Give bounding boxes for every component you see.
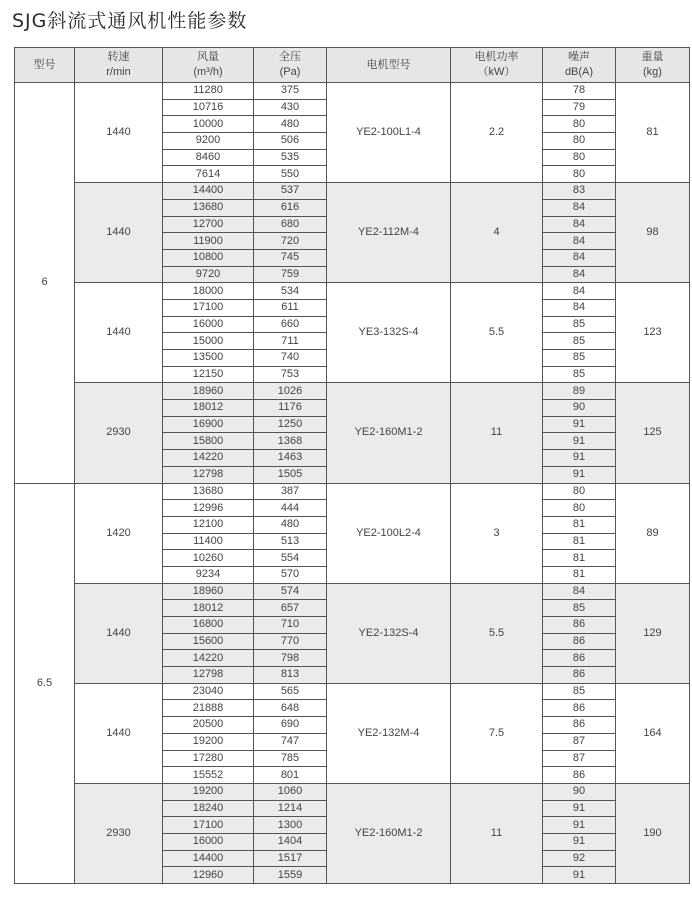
speed-cell: 2930 — [75, 383, 163, 483]
power-cell: 11 — [451, 783, 543, 883]
weight-cell: 125 — [616, 383, 690, 483]
flow-cell: 9200 — [163, 133, 254, 150]
power-cell: 4 — [451, 183, 543, 283]
noise-cell: 91 — [543, 433, 616, 450]
table-row — [15, 183, 690, 200]
pressure-cell: 1026 — [254, 383, 327, 400]
flow-cell: 12798 — [163, 466, 254, 483]
pressure-cell: 785 — [254, 750, 327, 767]
pressure-cell: 554 — [254, 550, 327, 567]
motor-cell: YE2-160M1-2 — [327, 383, 451, 483]
noise-cell: 81 — [543, 516, 616, 533]
pressure-cell: 1559 — [254, 867, 327, 884]
pressure-cell: 680 — [254, 216, 327, 233]
header-row — [15, 48, 690, 83]
model-cell: 6 — [15, 83, 75, 484]
speed-cell: 2930 — [75, 783, 163, 883]
noise-cell: 86 — [543, 767, 616, 784]
motor-cell: YE2-132S-4 — [327, 583, 451, 683]
flow-cell: 18960 — [163, 583, 254, 600]
noise-cell: 85 — [543, 366, 616, 383]
noise-cell: 81 — [543, 550, 616, 567]
noise-cell: 91 — [543, 466, 616, 483]
flow-cell: 18240 — [163, 800, 254, 817]
weight-cell: 81 — [616, 83, 690, 183]
pressure-cell: 534 — [254, 283, 327, 300]
noise-cell: 91 — [543, 800, 616, 817]
pressure-cell: 565 — [254, 683, 327, 700]
flow-cell: 11900 — [163, 233, 254, 250]
noise-cell: 85 — [543, 316, 616, 333]
pressure-cell: 616 — [254, 199, 327, 216]
noise-cell: 85 — [543, 683, 616, 700]
flow-cell: 9234 — [163, 566, 254, 583]
flow-cell: 14220 — [163, 650, 254, 667]
header-model: 型号 — [15, 48, 75, 83]
power-cell: 11 — [451, 383, 543, 483]
noise-cell: 80 — [543, 116, 616, 133]
noise-cell: 87 — [543, 733, 616, 750]
weight-cell: 190 — [616, 783, 690, 883]
pressure-cell: 759 — [254, 266, 327, 283]
flow-cell: 17100 — [163, 817, 254, 834]
weight-cell: 164 — [616, 683, 690, 783]
noise-cell: 83 — [543, 183, 616, 200]
noise-cell: 92 — [543, 850, 616, 867]
speed-cell: 1440 — [75, 183, 163, 283]
weight-cell: 129 — [616, 583, 690, 683]
motor-cell: YE2-132M-4 — [327, 683, 451, 783]
table-row — [15, 683, 690, 700]
noise-cell: 79 — [543, 99, 616, 116]
pressure-cell: 1214 — [254, 800, 327, 817]
noise-cell: 91 — [543, 416, 616, 433]
flow-cell: 12150 — [163, 366, 254, 383]
noise-cell: 80 — [543, 483, 616, 500]
pressure-cell: 550 — [254, 166, 327, 183]
table-row — [15, 583, 690, 600]
power-cell: 2.2 — [451, 83, 543, 183]
speed-cell: 1440 — [75, 683, 163, 783]
pressure-cell: 1404 — [254, 833, 327, 850]
flow-cell: 12960 — [163, 867, 254, 884]
noise-cell: 91 — [543, 450, 616, 467]
noise-cell: 78 — [543, 83, 616, 100]
pressure-cell: 506 — [254, 133, 327, 150]
table-body — [15, 83, 690, 884]
flow-cell: 21888 — [163, 700, 254, 717]
noise-cell: 84 — [543, 216, 616, 233]
header-motor: 电机型号 — [327, 48, 451, 83]
flow-cell: 16000 — [163, 316, 254, 333]
flow-cell: 16800 — [163, 617, 254, 634]
noise-cell: 86 — [543, 700, 616, 717]
pressure-cell: 387 — [254, 483, 327, 500]
pressure-cell: 720 — [254, 233, 327, 250]
noise-cell: 90 — [543, 400, 616, 417]
pressure-cell: 753 — [254, 366, 327, 383]
pressure-cell: 574 — [254, 583, 327, 600]
header-weight: 重量 (kg) — [616, 48, 690, 83]
pressure-cell: 648 — [254, 700, 327, 717]
noise-cell: 86 — [543, 633, 616, 650]
motor-cell: YE2-100L2-4 — [327, 483, 451, 583]
speed-cell: 1420 — [75, 483, 163, 583]
pressure-cell: 537 — [254, 183, 327, 200]
noise-cell: 90 — [543, 783, 616, 800]
flow-cell: 10000 — [163, 116, 254, 133]
pressure-cell: 745 — [254, 249, 327, 266]
flow-cell: 15000 — [163, 333, 254, 350]
motor-cell: YE2-160M1-2 — [327, 783, 451, 883]
table-row — [15, 383, 690, 400]
flow-cell: 14400 — [163, 850, 254, 867]
noise-cell: 91 — [543, 833, 616, 850]
performance-table — [14, 47, 690, 884]
header-power: 电机功率 （kW） — [451, 48, 543, 83]
pressure-cell: 1176 — [254, 400, 327, 417]
header-speed: 转速 r/min — [75, 48, 163, 83]
pressure-cell: 770 — [254, 633, 327, 650]
pressure-cell: 1463 — [254, 450, 327, 467]
pressure-cell: 813 — [254, 667, 327, 684]
flow-cell: 18012 — [163, 400, 254, 417]
flow-cell: 9720 — [163, 266, 254, 283]
flow-cell: 19200 — [163, 733, 254, 750]
pressure-cell: 611 — [254, 299, 327, 316]
power-cell: 5.5 — [451, 583, 543, 683]
power-cell: 3 — [451, 483, 543, 583]
flow-cell: 10716 — [163, 99, 254, 116]
noise-cell: 84 — [543, 299, 616, 316]
table-row — [15, 483, 690, 500]
noise-cell: 84 — [543, 266, 616, 283]
flow-cell: 17100 — [163, 299, 254, 316]
flow-cell: 12100 — [163, 516, 254, 533]
pressure-cell: 375 — [254, 83, 327, 100]
flow-cell: 12700 — [163, 216, 254, 233]
pressure-cell: 480 — [254, 516, 327, 533]
header-noise: 噪声 dB(A) — [543, 48, 616, 83]
noise-cell: 84 — [543, 583, 616, 600]
flow-cell: 20500 — [163, 717, 254, 734]
noise-cell: 86 — [543, 650, 616, 667]
noise-cell: 85 — [543, 333, 616, 350]
flow-cell: 17280 — [163, 750, 254, 767]
pressure-cell: 711 — [254, 333, 327, 350]
weight-cell: 123 — [616, 283, 690, 383]
model-cell: 6.5 — [15, 483, 75, 884]
noise-cell: 85 — [543, 600, 616, 617]
pressure-cell: 444 — [254, 500, 327, 517]
noise-cell: 84 — [543, 233, 616, 250]
pressure-cell: 1060 — [254, 783, 327, 800]
speed-cell: 1440 — [75, 583, 163, 683]
page-title: SJG斜流式通风机性能参数 — [12, 10, 248, 32]
noise-cell: 86 — [543, 617, 616, 634]
pressure-cell: 430 — [254, 99, 327, 116]
power-cell: 7.5 — [451, 683, 543, 783]
table-row — [15, 783, 690, 800]
noise-cell: 80 — [543, 166, 616, 183]
flow-cell: 16900 — [163, 416, 254, 433]
flow-cell: 14220 — [163, 450, 254, 467]
flow-cell: 23040 — [163, 683, 254, 700]
noise-cell: 86 — [543, 717, 616, 734]
speed-cell: 1440 — [75, 283, 163, 383]
flow-cell: 11400 — [163, 533, 254, 550]
flow-cell: 18000 — [163, 283, 254, 300]
pressure-cell: 570 — [254, 566, 327, 583]
pressure-cell: 1517 — [254, 850, 327, 867]
motor-cell: YE2-100L1-4 — [327, 83, 451, 183]
pressure-cell: 657 — [254, 600, 327, 617]
weight-cell: 89 — [616, 483, 690, 583]
flow-cell: 15800 — [163, 433, 254, 450]
pressure-cell: 1505 — [254, 466, 327, 483]
flow-cell: 18012 — [163, 600, 254, 617]
motor-cell: YE3-132S-4 — [327, 283, 451, 383]
header-pressure: 全压 (Pa) — [254, 48, 327, 83]
flow-cell: 13500 — [163, 350, 254, 367]
noise-cell: 81 — [543, 566, 616, 583]
noise-cell: 80 — [543, 133, 616, 150]
pressure-cell: 801 — [254, 767, 327, 784]
flow-cell: 13680 — [163, 199, 254, 216]
pressure-cell: 740 — [254, 350, 327, 367]
noise-cell: 84 — [543, 249, 616, 266]
pressure-cell: 1250 — [254, 416, 327, 433]
pressure-cell: 747 — [254, 733, 327, 750]
noise-cell: 80 — [543, 149, 616, 166]
pressure-cell: 1368 — [254, 433, 327, 450]
noise-cell: 87 — [543, 750, 616, 767]
flow-cell: 10260 — [163, 550, 254, 567]
noise-cell: 80 — [543, 500, 616, 517]
flow-cell: 12798 — [163, 667, 254, 684]
noise-cell: 84 — [543, 283, 616, 300]
flow-cell: 15552 — [163, 767, 254, 784]
noise-cell: 89 — [543, 383, 616, 400]
flow-cell: 12996 — [163, 500, 254, 517]
pressure-cell: 1300 — [254, 817, 327, 834]
pressure-cell: 710 — [254, 617, 327, 634]
noise-cell: 86 — [543, 667, 616, 684]
flow-cell: 15600 — [163, 633, 254, 650]
pressure-cell: 513 — [254, 533, 327, 550]
flow-cell: 14400 — [163, 183, 254, 200]
pressure-cell: 535 — [254, 149, 327, 166]
weight-cell: 98 — [616, 183, 690, 283]
noise-cell: 91 — [543, 817, 616, 834]
pressure-cell: 480 — [254, 116, 327, 133]
flow-cell: 13680 — [163, 483, 254, 500]
noise-cell: 81 — [543, 533, 616, 550]
noise-cell: 84 — [543, 199, 616, 216]
speed-cell: 1440 — [75, 83, 163, 183]
noise-cell: 91 — [543, 867, 616, 884]
noise-cell: 85 — [543, 350, 616, 367]
flow-cell: 7614 — [163, 166, 254, 183]
table-row — [15, 283, 690, 300]
pressure-cell: 660 — [254, 316, 327, 333]
power-cell: 5.5 — [451, 283, 543, 383]
header-flow: 风量 (m³/h) — [163, 48, 254, 83]
flow-cell: 8460 — [163, 149, 254, 166]
pressure-cell: 690 — [254, 717, 327, 734]
flow-cell: 11280 — [163, 83, 254, 100]
flow-cell: 10800 — [163, 249, 254, 266]
flow-cell: 16000 — [163, 833, 254, 850]
pressure-cell: 798 — [254, 650, 327, 667]
motor-cell: YE2-112M-4 — [327, 183, 451, 283]
flow-cell: 19200 — [163, 783, 254, 800]
flow-cell: 18960 — [163, 383, 254, 400]
table-row — [15, 83, 690, 100]
